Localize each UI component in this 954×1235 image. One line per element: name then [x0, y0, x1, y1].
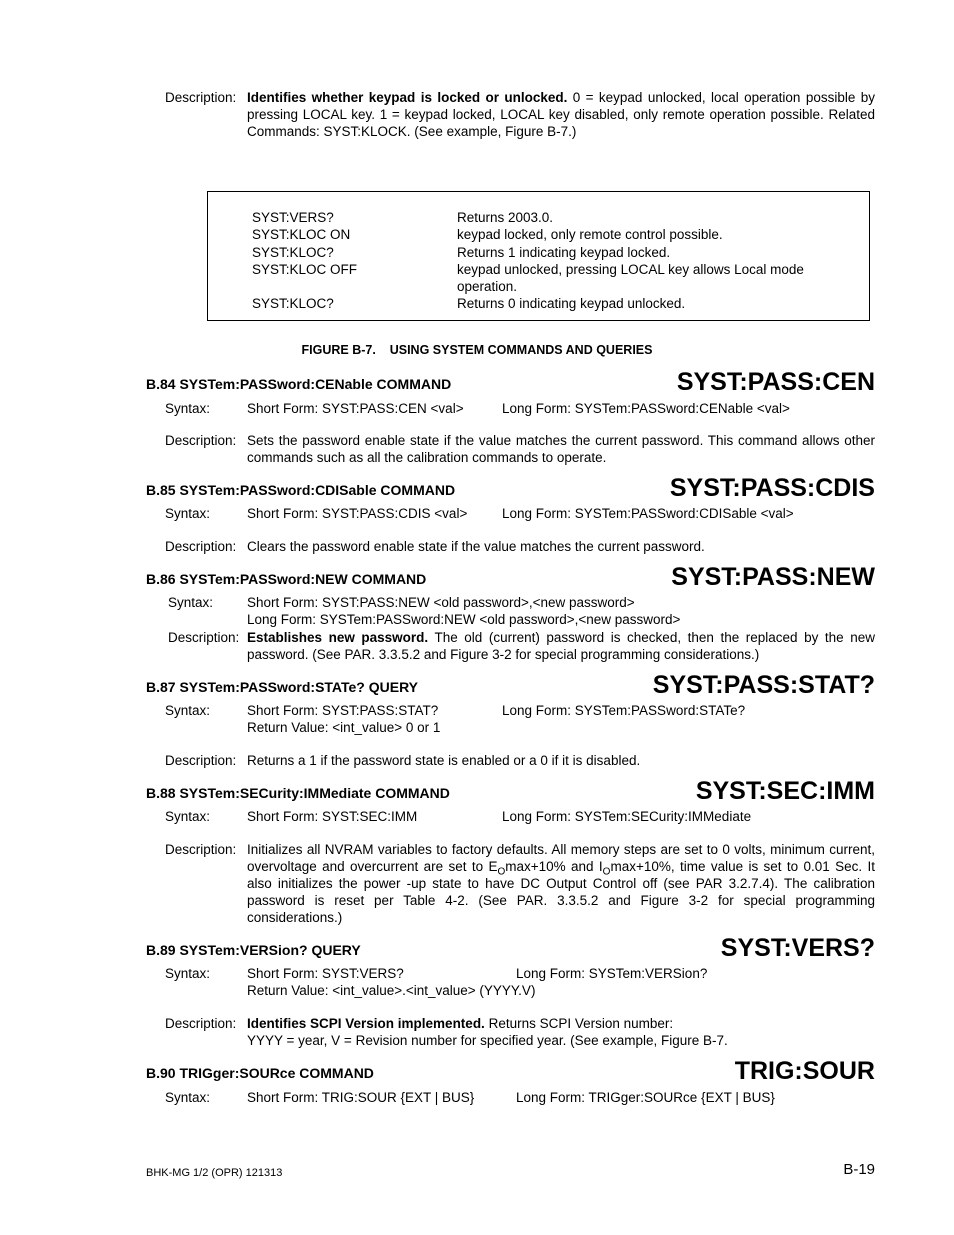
- figure-caption: FIGURE B-7. USING SYSTEM COMMANDS AND QUERIES: [301, 343, 653, 357]
- long-form: Long Form: TRIGger:SOURce {EXT | BUS}: [516, 1090, 775, 1105]
- command-title: SYST:VERS?: [720, 934, 875, 962]
- description-label: Description:: [165, 1016, 237, 1031]
- description-text: Sets the password enable state if the value matches the current password. This command allows other commands such as all the calibration commands to operate.: [247, 433, 875, 465]
- short-form: Short Form: SYST:PASS:NEW <old password>,<new password>: [247, 595, 635, 610]
- figure-desc: Returns 2003.0.: [457, 210, 554, 225]
- syntax-label: Syntax:: [165, 809, 211, 824]
- section-heading: B.84 SYSTem:PASSword:CENable COMMAND: [146, 376, 452, 392]
- long-form: Long Form: SYSTem:PASSword:CDISable <val>: [502, 506, 794, 521]
- long-form: Long Form: SYSTem:PASSword:CENable <val>: [502, 401, 790, 416]
- keypad-description-bold: Identifies whether keypad is locked or unlocked.: [247, 90, 568, 105]
- section-heading: B.86 SYSTem:PASSword:NEW COMMAND: [146, 571, 427, 587]
- short-form: Short Form: SYST:PASS:STAT?: [247, 703, 439, 718]
- figure-desc: keypad locked, only remote control possible.: [457, 227, 723, 242]
- long-form: Long Form: SYSTem:SECurity:IMMediate: [502, 809, 752, 824]
- figure-desc: Returns 1 indicating keypad locked.: [457, 245, 671, 260]
- figure-desc: operation.: [457, 279, 518, 294]
- command-title: SYST:SEC:IMM: [695, 777, 875, 805]
- description-line2: YYYY = year, V = Revision number for specified year. (See example, Figure B-7.: [247, 1033, 728, 1048]
- command-title: SYST:PASS:STAT?: [652, 671, 875, 699]
- short-form: Short Form: TRIG:SOUR {EXT | BUS}: [247, 1090, 475, 1105]
- command-title: SYST:PASS:NEW: [671, 563, 875, 591]
- syntax-label: Syntax:: [165, 506, 211, 521]
- syntax-label: Syntax:: [165, 966, 211, 981]
- section-heading: B.87 SYSTem:PASSword:STATe? QUERY: [146, 679, 419, 695]
- description-label: Description:: [165, 90, 237, 105]
- section-heading: B.85 SYSTem:PASSword:CDISable COMMAND: [146, 482, 456, 498]
- section-heading: B.89 SYSTem:VERSion? QUERY: [146, 942, 361, 958]
- short-form: Short Form: SYST:VERS?: [247, 966, 404, 981]
- keypad-description: [247, 89, 875, 140]
- description-part: Initializes all NVRAM variables to factory defaults. All memory steps are set to 0 volts, minimum current, overvoltage and overcurrent are set to E: [247, 842, 875, 874]
- page-number: B-19: [843, 1161, 875, 1178]
- syntax-label: Syntax:: [165, 401, 211, 416]
- description-rest: Returns SCPI Version number:: [484, 1016, 674, 1031]
- command-title: TRIG:SOUR: [734, 1057, 875, 1085]
- subscript-o: O: [602, 866, 611, 878]
- description-label: Description:: [165, 433, 237, 448]
- description-bold: Establishes new password.: [247, 630, 429, 645]
- syntax-label: Syntax:: [165, 703, 211, 718]
- long-form: Long Form: SYSTem:VERSion?: [516, 966, 708, 981]
- description-label: Description:: [165, 539, 237, 554]
- return-value: Return Value: <int_value> 0 or 1: [247, 720, 441, 735]
- syntax-label: Syntax:: [168, 595, 214, 610]
- figure-cmd: SYST:KLOC?: [252, 245, 334, 260]
- description-bold: Identifies SCPI Version implemented.: [247, 1016, 485, 1031]
- syntax-label: Syntax:: [165, 1090, 211, 1105]
- description-text: [247, 841, 875, 926]
- command-title: SYST:PASS:CEN: [676, 368, 875, 396]
- description-text: [247, 629, 875, 663]
- description-text: Returns a 1 if the password state is enabled or a 0 if it is disabled.: [247, 753, 641, 768]
- description-part: max+10%, time value is set to 0.01 Sec. It also initializes the power -up state to have DC Output Control off (see PAR 3.2.7.4). The calibration password is reset per Table 4-2. (See PAR. 3.3.5.2 and Figure 3-2 for special programming considerations.): [247, 859, 876, 925]
- short-form: Short Form: SYST:SEC:IMM: [247, 809, 418, 824]
- footer-doc-id: BHK-MG 1/2 (OPR) 121313: [146, 1167, 283, 1179]
- description-label: Description:: [168, 630, 240, 645]
- long-form: Long Form: SYSTem:PASSword:STATe?: [502, 703, 746, 718]
- figure-cmd: SYST:KLOC?: [252, 296, 334, 311]
- section-heading: B.90 TRIGger:SOURce COMMAND: [146, 1065, 374, 1081]
- short-form: Short Form: SYST:PASS:CDIS <val>: [247, 506, 468, 521]
- section-heading: B.88 SYSTem:SECurity:IMMediate COMMAND: [146, 785, 450, 801]
- keypad-description-text: 0 = keypad unlocked, local operation possible by pressing LOCAL key. 1 = keypad locked, LOCAL key disabled, only remote operation possible. Related Commands: SYST:KLOCK. (See example, Figure B-7.): [247, 90, 875, 139]
- description-rest: The old (current) password is checked, then the replaced by the new password. (See PAR. 3.3.5.2 and Figure 3-2 for special programming considerations.): [247, 630, 876, 662]
- description-text: Clears the password enable state if the value matches the current password.: [247, 539, 705, 554]
- description-text: [247, 1015, 673, 1032]
- return-value: Return Value: <int_value>.<int_value> (YYYY.V): [247, 983, 536, 998]
- short-form: Short Form: SYST:PASS:CEN <val>: [247, 401, 464, 416]
- figure-b7-box: [207, 191, 870, 321]
- figure-desc: keypad unlocked, pressing LOCAL key allows Local mode: [457, 262, 804, 277]
- figure-cmd: SYST:KLOC ON: [252, 227, 351, 242]
- description-part: max+10% and I: [505, 859, 603, 874]
- description-label: Description:: [165, 753, 237, 768]
- command-title: SYST:PASS:CDIS: [669, 474, 875, 502]
- figure-cmd: SYST:KLOC OFF: [252, 262, 358, 277]
- figure-desc: Returns 0 indicating keypad unlocked.: [457, 296, 686, 311]
- figure-cmd: SYST:VERS?: [252, 210, 334, 225]
- description-label: Description:: [165, 842, 237, 857]
- subscript-o: O: [497, 866, 506, 878]
- long-form: Long Form: SYSTem:PASSword:NEW <old password>,<new password>: [247, 612, 681, 627]
